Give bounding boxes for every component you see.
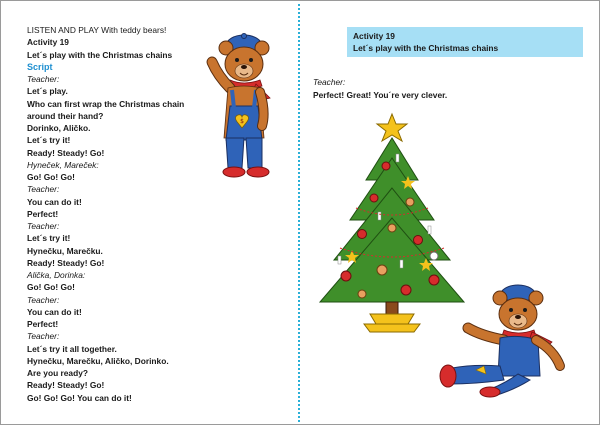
speaker-label: Teacher: [27, 74, 60, 84]
dialog-line: Dorinko, Aličko. [27, 123, 91, 133]
speaker-label: Teacher: [313, 77, 346, 87]
dialog-line: Let´s play. [27, 86, 68, 97]
teddy-bear-waving-icon [200, 28, 292, 183]
speaker-label: Teacher: [27, 294, 60, 305]
dialog-line: Perfect! [27, 319, 59, 329]
teddy-bear-sitting-icon [434, 280, 574, 398]
script-label: Script [27, 61, 53, 72]
dialog-line: Perfect! [27, 208, 59, 219]
right-dialog [313, 76, 447, 102]
dialog-line: Who can first wrap the Christmas chain [27, 98, 185, 109]
section-header: LISTEN AND PLAY With teddy bears! [27, 25, 167, 35]
dialog-line: Perfect! Great! You´re very clever. [313, 90, 448, 100]
speaker-label: Hyneček, Mareček: [27, 159, 99, 170]
dialog-line: Let´s try it! [27, 135, 71, 146]
dialog-line: Let´s try it all together. [27, 343, 117, 354]
dialog-line: Are you ready? [27, 368, 88, 378]
script-lines [27, 73, 217, 404]
dialog-line: Hynečku, Marečku, Aličko, Dorinko. [27, 355, 169, 366]
dialog-line: Ready! Steady! Go! [27, 257, 105, 268]
dialog-line: You can do it! [27, 306, 82, 317]
speaker-label: Teacher: [27, 184, 60, 195]
svg-text:$: $ [240, 118, 244, 125]
dialog-line: Ready! Steady! Go! [27, 380, 105, 391]
speaker-label: Teacher: [27, 331, 60, 342]
dialog-line: around their hand? [27, 110, 104, 121]
dialog-line: Go! Go! Go! [27, 282, 75, 293]
dialog-line: Hynečku, Marečku. [27, 245, 103, 256]
dialog-line: Go! Go! Go! [27, 172, 75, 182]
activity-title-right: Let´s play with the Christmas chains [353, 43, 499, 53]
dialog-line: Ready! Steady! Go! [27, 147, 105, 158]
activity-number: Activity 19 [27, 37, 69, 48]
dialog-line: Go! Go! Go! You can do it! [27, 392, 132, 403]
activity-title-box [347, 27, 583, 57]
page-divider [298, 4, 300, 422]
speaker-label: Alička, Dorinka: [27, 270, 86, 280]
activity-title: Let´s play with the Christmas chains [27, 49, 173, 60]
dialog-line: Let´s try it! [27, 233, 71, 244]
activity-number-right: Activity 19 [353, 31, 395, 41]
left-script-column [27, 24, 217, 404]
dialog-line: You can do it! [27, 196, 82, 207]
speaker-label: Teacher: [27, 221, 60, 231]
